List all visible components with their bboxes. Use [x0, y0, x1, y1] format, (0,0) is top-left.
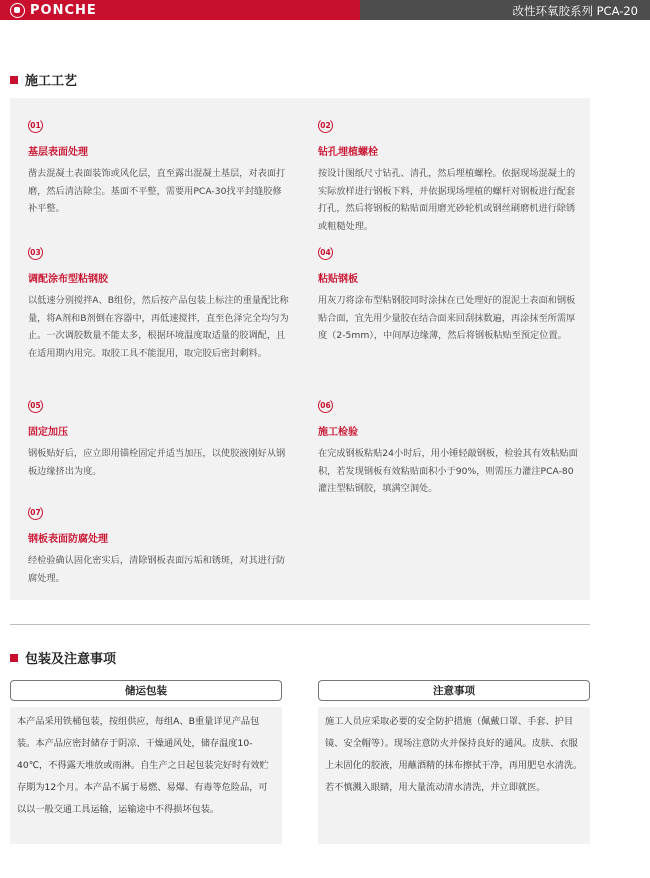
step-text: 经检验确认固化密实后，清除钢板表面污垢和锈斑，对其进行防腐处理。	[28, 555, 286, 584]
step-06	[318, 398, 580, 498]
step-number-badge: 06	[318, 398, 333, 413]
step-01	[28, 118, 290, 218]
step-title: 钻孔埋植螺栓	[318, 147, 378, 158]
section-title: 包装及注意事项	[25, 652, 117, 667]
step-number-badge: 04	[318, 245, 333, 260]
step-text: 用灰刀将涂布型粘钢胶同时涂抹在已处理好的混泥土表面和钢板贴合面，宜先用少量胶在结合面来回刮抹数遍，再涂抹至所需厚度（2-5mm），中间厚边缘薄，然后将钢板粘贴至预定位置。	[318, 295, 576, 341]
logo-text: PONCHE	[30, 2, 97, 18]
step-title: 粘贴钢板	[318, 274, 358, 285]
step-text: 在完成钢板粘贴24小时后，用小锤轻敲钢板，检验其有效粘贴面积，若发现钢板有效粘贴面积小于90%，则需压力灌注PCA-80灌注型粘钢胶，填满空洞处。	[318, 448, 578, 494]
step-text: 凿去混凝土表面装饰或风化层，直至露出混凝土基层，对表面打磨，然后清洁除尘。基面不平整，需要用PCA-30找平封缝胶修补平整。	[28, 168, 286, 214]
square-bullet-icon	[10, 654, 18, 662]
step-title: 施工检验	[318, 427, 358, 438]
square-bullet-icon	[10, 76, 18, 84]
section-title: 施工工艺	[25, 74, 78, 89]
step-number-badge: 05	[28, 398, 43, 413]
step-number-badge: 07	[28, 505, 43, 520]
section-heading-process	[10, 70, 77, 89]
box-title: 注意事项	[318, 680, 590, 701]
step-text: 钢板贴好后，应立即用锚栓固定并适当加压，以使胶液刚好从钢板边缘挤出为度。	[28, 448, 286, 477]
storage-packaging-box	[10, 680, 282, 844]
logo-mark-icon	[10, 3, 25, 18]
step-number-badge: 02	[318, 118, 333, 133]
box-text: 本产品采用铁桶包装，按组供应，每组A、B重量详见产品包装。本产品应密封储存于阴凉、干燥通风处，储存温度10-40℃，不得露天堆放或雨淋。自生产之日起包装完好时有效贮存期为12个月。本产品不属于易燃、易爆、有毒等危险品，可以以一般交通工具运输，运输途中不得损坏包装。	[10, 707, 282, 844]
step-title: 调配涂布型粘钢胶	[28, 274, 108, 285]
brand-logo	[10, 2, 97, 18]
step-number-badge: 01	[28, 118, 43, 133]
step-05	[28, 398, 290, 480]
step-number-badge: 03	[28, 245, 43, 260]
precautions-box	[318, 680, 590, 844]
box-text: 施工人员应采取必要的安全防护措施（佩戴口罩、手套、护目镜、安全帽等）。现场注意防火并保持良好的通风。皮肤、衣服上未固化的胶液，用蘸酒精的抹布擦拭干净，再用肥皂水清洗。若不慎溅入眼睛，用大量流动清水清洗，并立即就医。	[318, 707, 590, 844]
box-title: 储运包装	[10, 680, 282, 701]
step-text: 以低速分别搅拌A、B组份，然后按产品包装上标注的重量配比称量，将A剂和B剂倒在容器中，再低速搅拌，直至色泽完全均匀为止。一次调胶数量不能太多，根据环境温度取适量的胶调配，且在适用期内用完。取胶工具不能混用，取完胶后密封剩料。	[28, 295, 289, 359]
process-panel	[10, 98, 590, 600]
series-title: 改性环氧胶系列 PCA-20	[512, 4, 638, 18]
step-title: 基层表面处理	[28, 147, 88, 158]
header-bar	[0, 0, 650, 20]
section-heading-packaging	[10, 648, 116, 667]
section-divider	[10, 624, 590, 625]
step-title: 固定加压	[28, 427, 68, 438]
step-03	[28, 245, 290, 362]
step-04	[318, 245, 580, 345]
step-02	[318, 118, 580, 235]
step-text: 按设计图纸尺寸钻孔、清孔，然后埋植螺栓。依据现场混凝土的实际放样进行钢板下料，并依据现场埋植的螺杆对钢板进行配套打孔，然后将钢板的粘贴面用磨光砂轮机或钢丝刷磨机进行除锈或粗糙处理。	[318, 168, 576, 232]
step-title: 钢板表面防腐处理	[28, 534, 108, 545]
step-07	[28, 505, 290, 587]
